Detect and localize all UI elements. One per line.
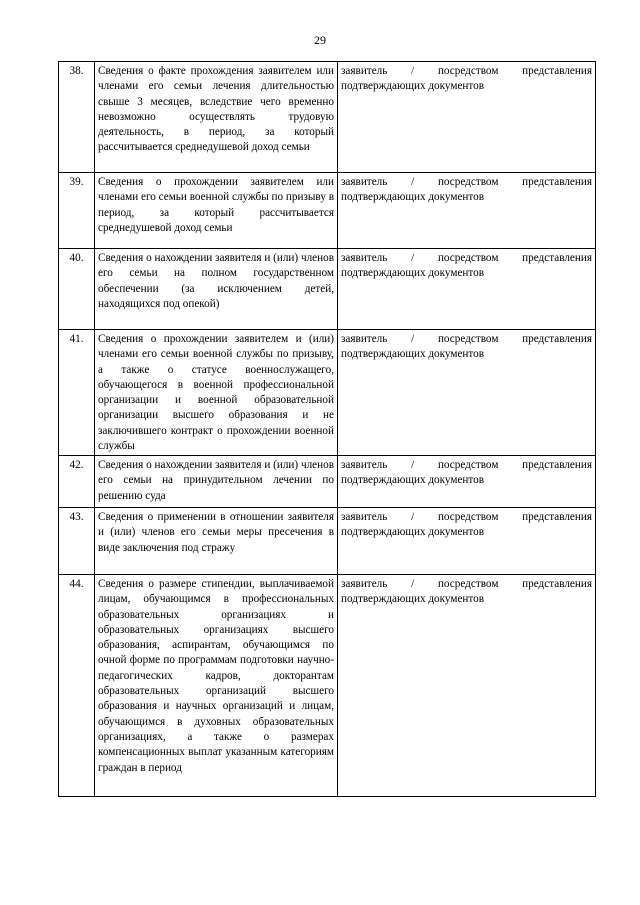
- row-source: заявитель / посредством представления подтверждающих документов: [338, 456, 596, 508]
- row-number: 42.: [59, 456, 95, 508]
- row-source: заявитель / посредством представления подтверждающих документов: [338, 62, 596, 173]
- row-number: 43.: [59, 508, 95, 575]
- row-description: Сведения о факте прохождения заявителем или членами его семьи лечения длительностью свыше 3 месяцев, вследствие чего временно невозможно осуществлять трудовую деятельность, в период, за который рассчитывается среднедушевой доход семьи: [95, 62, 338, 173]
- row-source: заявитель / посредством представления подтверждающих документов: [338, 508, 596, 575]
- table-row: [59, 575, 596, 797]
- table-row: [59, 508, 596, 575]
- row-number: 40.: [59, 249, 95, 330]
- row-number: 44.: [59, 575, 95, 797]
- row-source: заявитель / посредством представления подтверждающих документов: [338, 249, 596, 330]
- row-description: Сведения о нахождении заявителя и (или) членов его семьи на принудительном лечении по решению суда: [95, 456, 338, 508]
- row-number: 39.: [59, 173, 95, 249]
- table-row: [59, 249, 596, 330]
- row-description: Сведения о нахождении заявителя и (или) членов его семьи на полном государственном обеспечении (за исключением детей, находящихся под опекой): [95, 249, 338, 330]
- table-row: [59, 330, 596, 456]
- row-description: Сведения о прохождении заявителем и (или) членами его семьи военной службы по призыву, а также о статусе военнослужащего, обучающегося в военной профессиональной организации и военной образовательной организации высшего образования и не заключившего контракт о прохождении военной службы: [95, 330, 338, 456]
- row-source: заявитель / посредством представления подтверждающих документов: [338, 173, 596, 249]
- row-number: 41.: [59, 330, 95, 456]
- row-source: заявитель / посредством представления подтверждающих документов: [338, 330, 596, 456]
- table-row: [59, 62, 596, 173]
- row-description: Сведения о прохождении заявителем или членами его семьи военной службы по призыву в период, за который рассчитывается среднедушевой доход семьи: [95, 173, 338, 249]
- documents-table: [58, 61, 596, 797]
- table-row: [59, 456, 596, 508]
- row-description: Сведения о применении в отношении заявителя и (или) членов его семьи меры пресечения в виде заключения под стражу: [95, 508, 338, 575]
- page-number: 29: [314, 33, 326, 47]
- table-row: [59, 173, 596, 249]
- row-source: заявитель / посредством представления подтверждающих документов: [338, 575, 596, 797]
- row-description: Сведения о размере стипендии, выплачиваемой лицам, обучающимся в профессиональных образовательных организациях и образовательных организациях высшего образования, аспирантам, обучающимся по очной форме по программам подготовки научно-педагогических кадров, докторантам образовательных организаций высшего образования и научных организаций и лицам, обучающимся в духовных образовательных организациях, а также о размерах компенсационных выплат указанным категориям граждан в период: [95, 575, 338, 797]
- row-number: 38.: [59, 62, 95, 173]
